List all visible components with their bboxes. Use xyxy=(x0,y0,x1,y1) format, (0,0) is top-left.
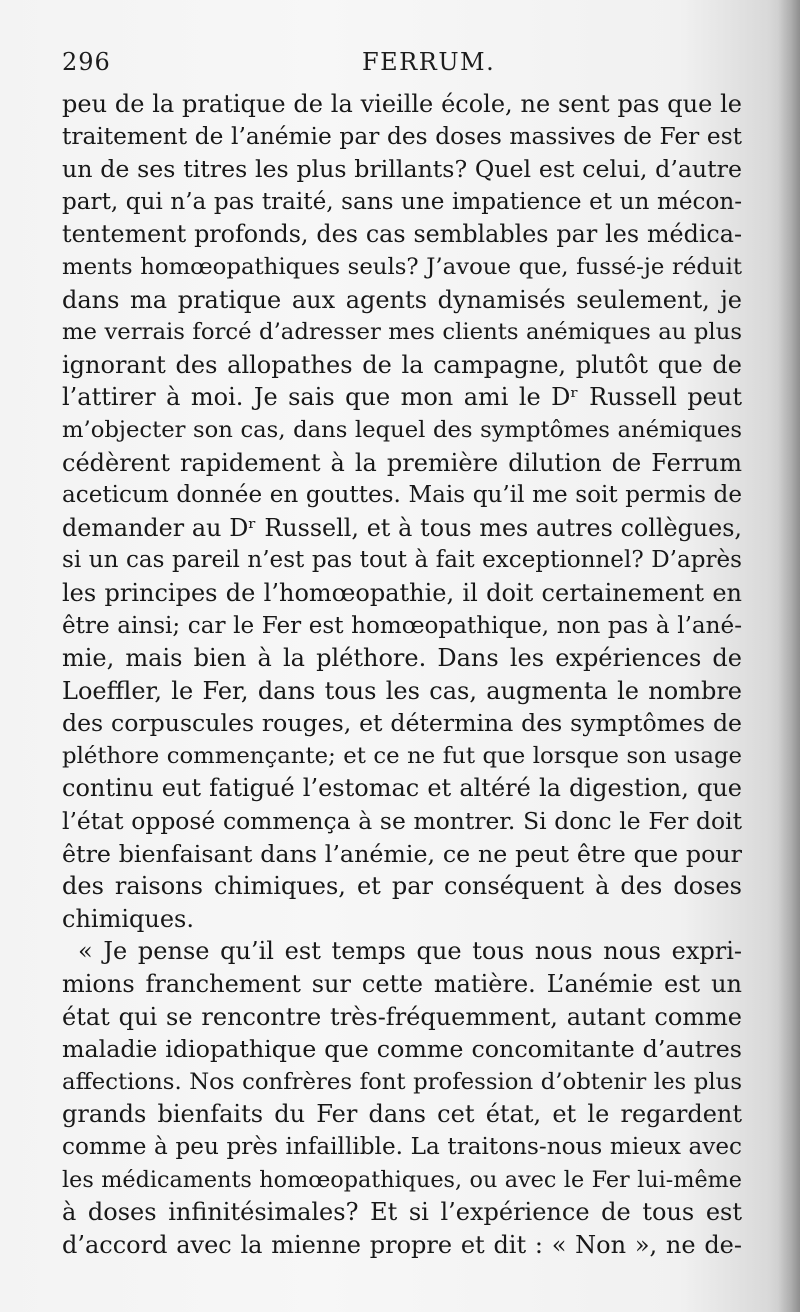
text-line: aceticum donnée en gouttes. Mais qu’il me soit permis de xyxy=(62,482,742,509)
text-line: traitement de l’anémie par des doses massives de Fer est xyxy=(62,122,742,150)
text-line: affections. Nos confrères font profession d’obtenir les plus xyxy=(62,1068,742,1095)
text-line: maladie idiopathique que comme concomitante d’autres xyxy=(62,1035,742,1064)
text-line: un de ses titres les plus brillants? Quel est celui, d’autre xyxy=(62,155,742,184)
text-line: pléthore commençante; et ce ne fut que lorsque son usage xyxy=(62,742,742,769)
text-line: demander au Dʳ Russell, et à tous mes autres collègues, xyxy=(62,513,742,542)
paragraph-end-line: chimiques. xyxy=(62,904,194,933)
text-line: ments homœopathiques seuls? J’avoue que, fussé-je réduit xyxy=(62,253,742,280)
text-line: être bienfaisant dans l’anémie, ce ne peut être que pour xyxy=(62,839,742,868)
text-line: être ainsi; car le Fer est homœopathique, non pas à l’ané- xyxy=(62,612,742,639)
text-line: l’attirer à moi. Je sais que mon ami le Dʳ Russell peut xyxy=(62,383,742,412)
text-line: les médicaments homœopathiques, ou avec le Fer lui-même xyxy=(62,1166,742,1193)
text-line: me verrais forcé d’adresser mes clients anémiques au plus xyxy=(62,319,742,346)
text-line: mions franchement sur cette matière. L’anémie est un xyxy=(62,970,742,999)
text-line: Loeffler, le Fer, dans tous les cas, augmenta le nombre xyxy=(62,676,742,705)
text-line: tentement profonds, des cas semblables par les médica- xyxy=(62,220,742,249)
page-header xyxy=(62,48,742,84)
text-line: à doses infinitésimales? Et si l’expérience de tous est xyxy=(62,1198,742,1227)
text-line: l’état opposé commença à se montrer. Si donc le Fer doit xyxy=(62,807,742,836)
text-line: peu de la pratique de la vieille école, ne sent pas que le xyxy=(62,90,742,118)
paragraph-start-line: « Je pense qu’il est temps que tous nous nous expri- xyxy=(78,937,742,966)
page-edge-shadow xyxy=(778,0,800,1312)
text-line: d’accord avec la mienne propre et dit : « Non », ne de- xyxy=(62,1230,742,1259)
text-line: dans ma pratique aux agents dynamisés seulement, je xyxy=(62,285,742,314)
text-line: si un cas pareil n’est pas tout à fait exceptionnel? D’après xyxy=(62,547,742,574)
text-line: part, qui n’a pas traité, sans une impatience et un mécon- xyxy=(62,188,742,215)
body-text xyxy=(62,88,742,1261)
page-number: 296 xyxy=(62,48,111,76)
text-line: grands bienfaits du Fer dans cet état, et le regardent xyxy=(62,1100,742,1129)
text-line: état qui se rencontre très-fréquemment, autant comme xyxy=(62,1002,742,1031)
text-line: des raisons chimiques, et par conséquent à des doses xyxy=(62,872,742,901)
text-line: comme à peu près infaillible. La traitons-nous mieux avec xyxy=(62,1134,742,1160)
running-title: FERRUM. xyxy=(362,48,496,76)
text-line: des corpuscules rouges, et détermina des symptômes de xyxy=(62,709,742,738)
text-line: m’objecter son cas, dans lequel des symptômes anémiques xyxy=(62,416,742,443)
text-line: ignorant des allopathes de la campagne, plutôt que de xyxy=(62,350,742,379)
text-line: les principes de l’homœopathie, il doit certainement en xyxy=(62,578,742,607)
text-line: mie, mais bien à la pléthore. Dans les expériences de xyxy=(62,644,742,673)
text-line: cédèrent rapidement à la première dilution de Ferrum xyxy=(62,448,742,477)
text-line: continu eut fatigué l’estomac et altéré la digestion, que xyxy=(62,774,742,803)
